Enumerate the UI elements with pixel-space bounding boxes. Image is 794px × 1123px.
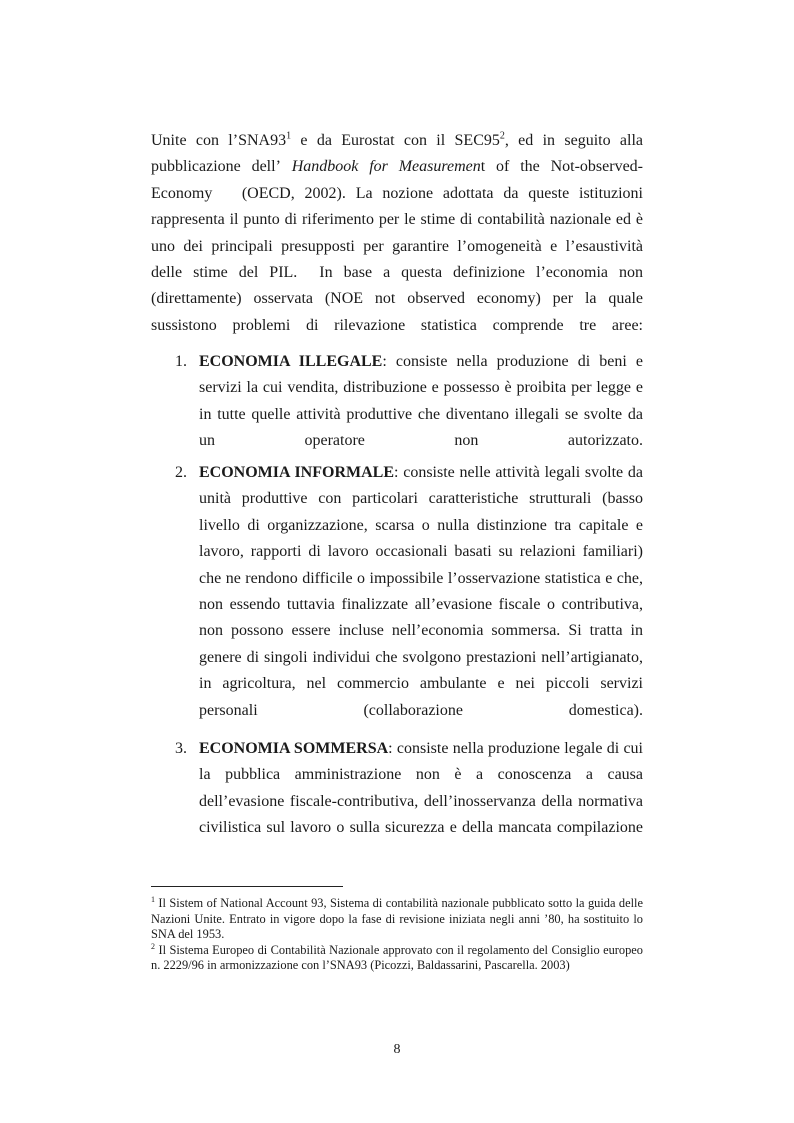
list-item-number: 3. xyxy=(175,740,187,757)
intro-line: sussistono problemi di rilevazione statistica comprende tre aree: xyxy=(151,316,643,334)
footnote-ref-2[interactable]: 2 xyxy=(499,130,505,142)
intro-line: Economy (OECD, 2002). La nozione adottata da queste istituzioni xyxy=(151,184,643,202)
intro-line: Unite con $l’SNA93^1$ e da Eurostat con il $SEC95^2$, ed in seguito alla xyxy=(151,130,643,149)
footnote-ref-1[interactable]: 1 xyxy=(286,130,292,142)
handbook-title: Handbook for Measuremen xyxy=(280,158,481,176)
intro-line: uno dei principali presupposti per garantire l’omogeneità e l’esaustività xyxy=(151,237,643,255)
intro-paragraph xyxy=(151,128,643,339)
footnotes xyxy=(151,896,643,974)
list-item-number: 2. xyxy=(175,464,187,481)
list-item-term: ECONOMIA INFORMALE xyxy=(199,464,394,481)
intro-line: (direttamente) osservata (NOE not observed economy) per la quale xyxy=(151,290,643,308)
intro-line: rappresenta il punto di riferimento per le stime di contabilità nazionale ed è xyxy=(151,211,643,229)
footnote-1: $^1$ Il Sistem of National Account 93, Sistema di contabilità nazionale pubblicato sotto la guida delle Nazioni Unite. Entrato in vigore dopo la fase di revisione iniziata negli anni ’80, ha sostituito lo SNA del 1953. xyxy=(151,894,643,942)
intro-line: pubblicazione dell’ Handbook for Measurement of the Not-observed- xyxy=(151,158,644,176)
list-item-informale: ECONOMIA INFORMALE: consiste nelle attività legali svolte da unità produttive con particolari caratteristiche strutturali (basso livello di organizzazione, scarsa o nulla distinzione tra capitale e lavoro, rapporti di lavoro occasionali basati su relazioni familiari) che ne rendono difficile o impossibile l’osservazione statistica e che, non essendo tuttavia finalizzate all’evasione fiscale o contributiva, non possono essere incluse nell’economia sommersa. Si tratta in genere di singoli individui che svolgono prestazioni nell’artigianato, in agricoltura, nel commercio ambulante e nei piccoli servizi personali (collaborazione domestica). xyxy=(199,464,643,719)
list-item-term: ECONOMIA SOMMERSA xyxy=(199,740,389,757)
footnote-2: $^2$ Il Sistema Europeo di Contabilità Nazionale approvato con il regolamento del Consiglio europeo n. 2229/96 in armonizzazione con l’SNA93 (Picozzi, Baldassarini, Pascarella. 2003) xyxy=(151,941,643,973)
list-item-sommersa: ECONOMIA SOMMERSA: consiste nella produzione legale di cui la pubblica amministrazione non è a conoscenza a causa dell’evasione fiscale-contributiva, dell’inosservanza della normativa civilistica sul lavoro o sulla sicurezza e della mancata compilazione xyxy=(199,740,644,837)
intro-line: delle stime del PIL. In base a questa definizione l’economia non xyxy=(151,264,643,282)
list-item-number: 1. xyxy=(175,353,187,370)
list-item-term: ECONOMIA ILLEGALE xyxy=(199,353,383,370)
page-number: 8 xyxy=(393,1042,401,1057)
footnote-separator xyxy=(151,886,343,887)
list-item-illegale: ECONOMIA ILLEGALE: consiste nella produzione di beni e servizi la cui vendita, distribuzione e possesso è proibita per legge e in tutte quelle attività produttive che diventano illegali se svolte da un operatore non autorizzato. xyxy=(199,353,643,450)
